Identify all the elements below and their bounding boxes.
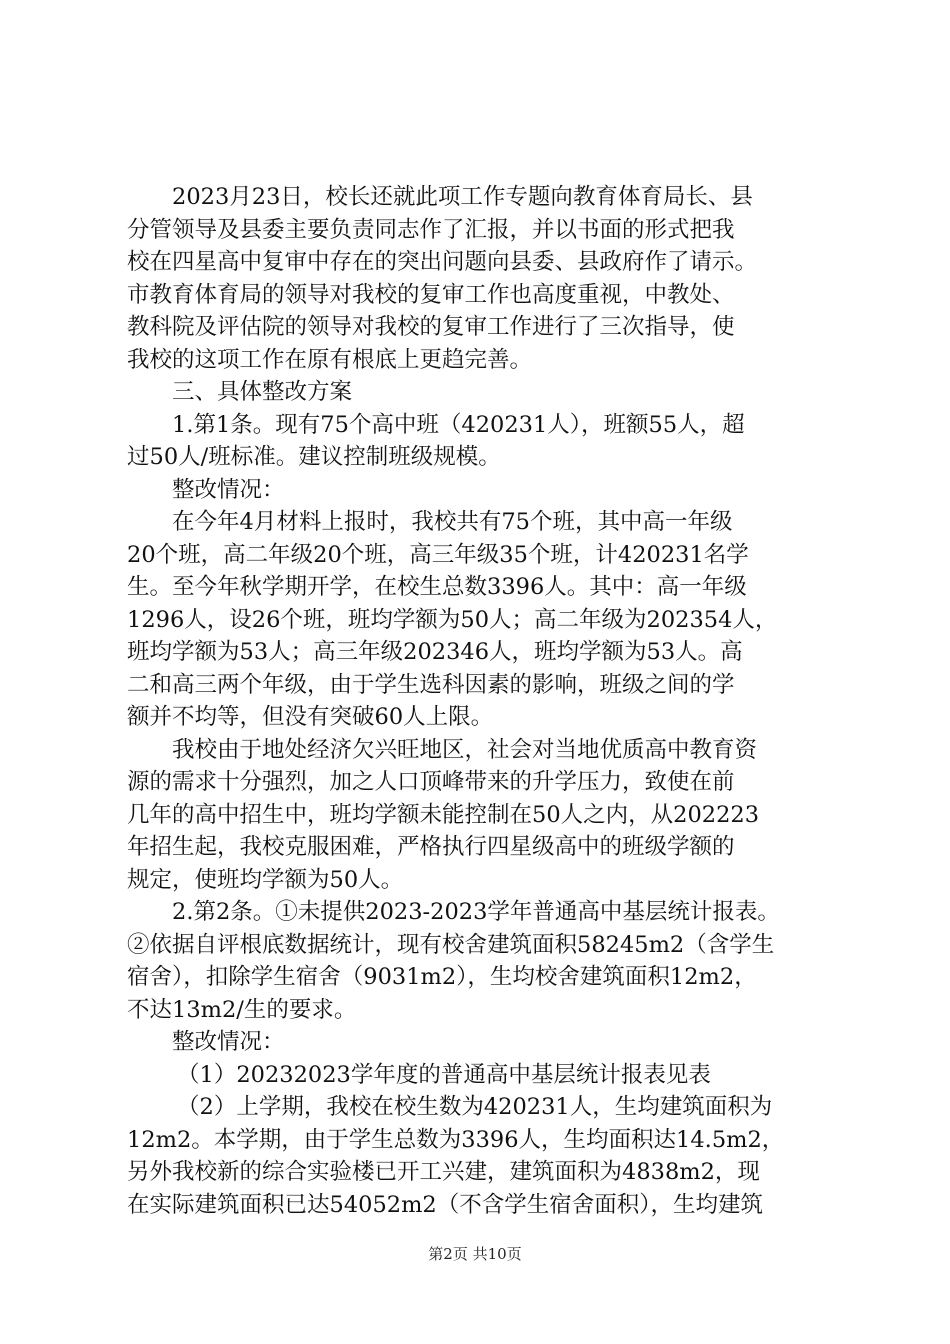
paragraph-line: 二和高三两个年级，由于学生选科因素的影响，班级之间的学 bbox=[127, 671, 735, 698]
paragraph-line: 年招生起，我校克服困难，严格执行四星级高中的班级学额的 bbox=[127, 834, 735, 860]
paragraph-line: 不达13m2/生的要求。 bbox=[127, 996, 357, 1023]
paragraph-line: 1296人，设26个班，班均学额为50人；高二年级为202354人， bbox=[127, 606, 778, 633]
subheading: 整改情况： bbox=[172, 1029, 285, 1055]
section-heading: 三、具体整改方案 bbox=[172, 379, 353, 405]
paragraph-line: 20个班，高二年级20个班，高三年级35个班，计420231名学 bbox=[127, 541, 749, 568]
document-body bbox=[127, 181, 832, 1221]
paragraph-line: 教科院及评估院的领导对我校的复审工作进行了三次指导，使 bbox=[127, 314, 735, 340]
paragraph-line: 我校由于地处经济欠兴旺地区，社会对当地优质高中教育资 bbox=[172, 736, 758, 763]
paragraph-line: （2）上学期，我校在校生数为420231人，生均建筑面积为 bbox=[177, 1094, 773, 1120]
paragraph-line: 1.第1条。现有75个高中班（420231人），班额55人，超 bbox=[172, 411, 745, 438]
paragraph-line: 过50人/班标准。建议控制班级规模。 bbox=[127, 444, 501, 470]
paragraph-line: 源的需求十分强烈，加之人口顶峰带来的升学压力，致使在前 bbox=[127, 769, 735, 795]
subheading: 整改情况： bbox=[172, 476, 285, 503]
paragraph-line: 生。至今年秋学期开学，在校生总数3396人。其中：高一年级 bbox=[127, 574, 747, 600]
paragraph-line: 在实际建筑面积已达54052m2（不含学生宿舍面积），生均建筑 bbox=[127, 1191, 763, 1218]
paragraph-line: 市教育体育局的领导对我校的复审工作也高度重视，中教处、 bbox=[127, 281, 735, 308]
paragraph-line: 在今年4月材料上报时，我校共有75个班，其中高一年级 bbox=[172, 509, 733, 535]
paragraph-line: 校在四星高中复审中存在的突出问题向县委、县政府作了请示。 bbox=[127, 249, 758, 275]
paragraph-line: 宿舍），扣除学生宿舍（9031m2），生均校舍建筑面积12m2， bbox=[127, 964, 757, 990]
paragraph-line: 分管领导及县委主要负责同志作了汇报，并以书面的形式把我 bbox=[127, 216, 735, 243]
paragraph-line: 我校的这项工作在原有根底上更趋完善。 bbox=[127, 346, 533, 373]
paragraph-line: 额并不均等，但没有突破60人上限。 bbox=[127, 704, 494, 730]
paragraph-line: 12m2。本学期，由于学生总数为3396人，生均面积达14.5m2， bbox=[127, 1126, 785, 1153]
paragraph-line: ②依据自评根底数据统计，现有校舍建筑面积58245m2（含学生 bbox=[127, 931, 775, 958]
paragraph-line: 几年的高中招生中，班均学额未能控制在50人之内，从202223 bbox=[127, 801, 760, 828]
paragraph-line: （1）20232023学年度的普通高中基层统计报表见表 bbox=[177, 1061, 711, 1088]
page-footer: 第2页 共10页 bbox=[428, 1245, 522, 1263]
paragraph-line: 规定，使班均学额为50人。 bbox=[127, 866, 404, 893]
paragraph-line: 班均学额为53人；高三年级202346人，班均学额为53人。高 bbox=[127, 639, 743, 665]
paragraph-line: 2.第2条。①未提供2023-2023学年普通高中基层统计报表。 bbox=[172, 899, 780, 925]
paragraph-line: 另外我校新的综合实验楼已开工兴建，建筑面积为4838m2，现 bbox=[127, 1159, 760, 1185]
paragraph-line: 2023月23日，校长还就此项工作专题向教育体育局长、县 bbox=[172, 184, 753, 210]
